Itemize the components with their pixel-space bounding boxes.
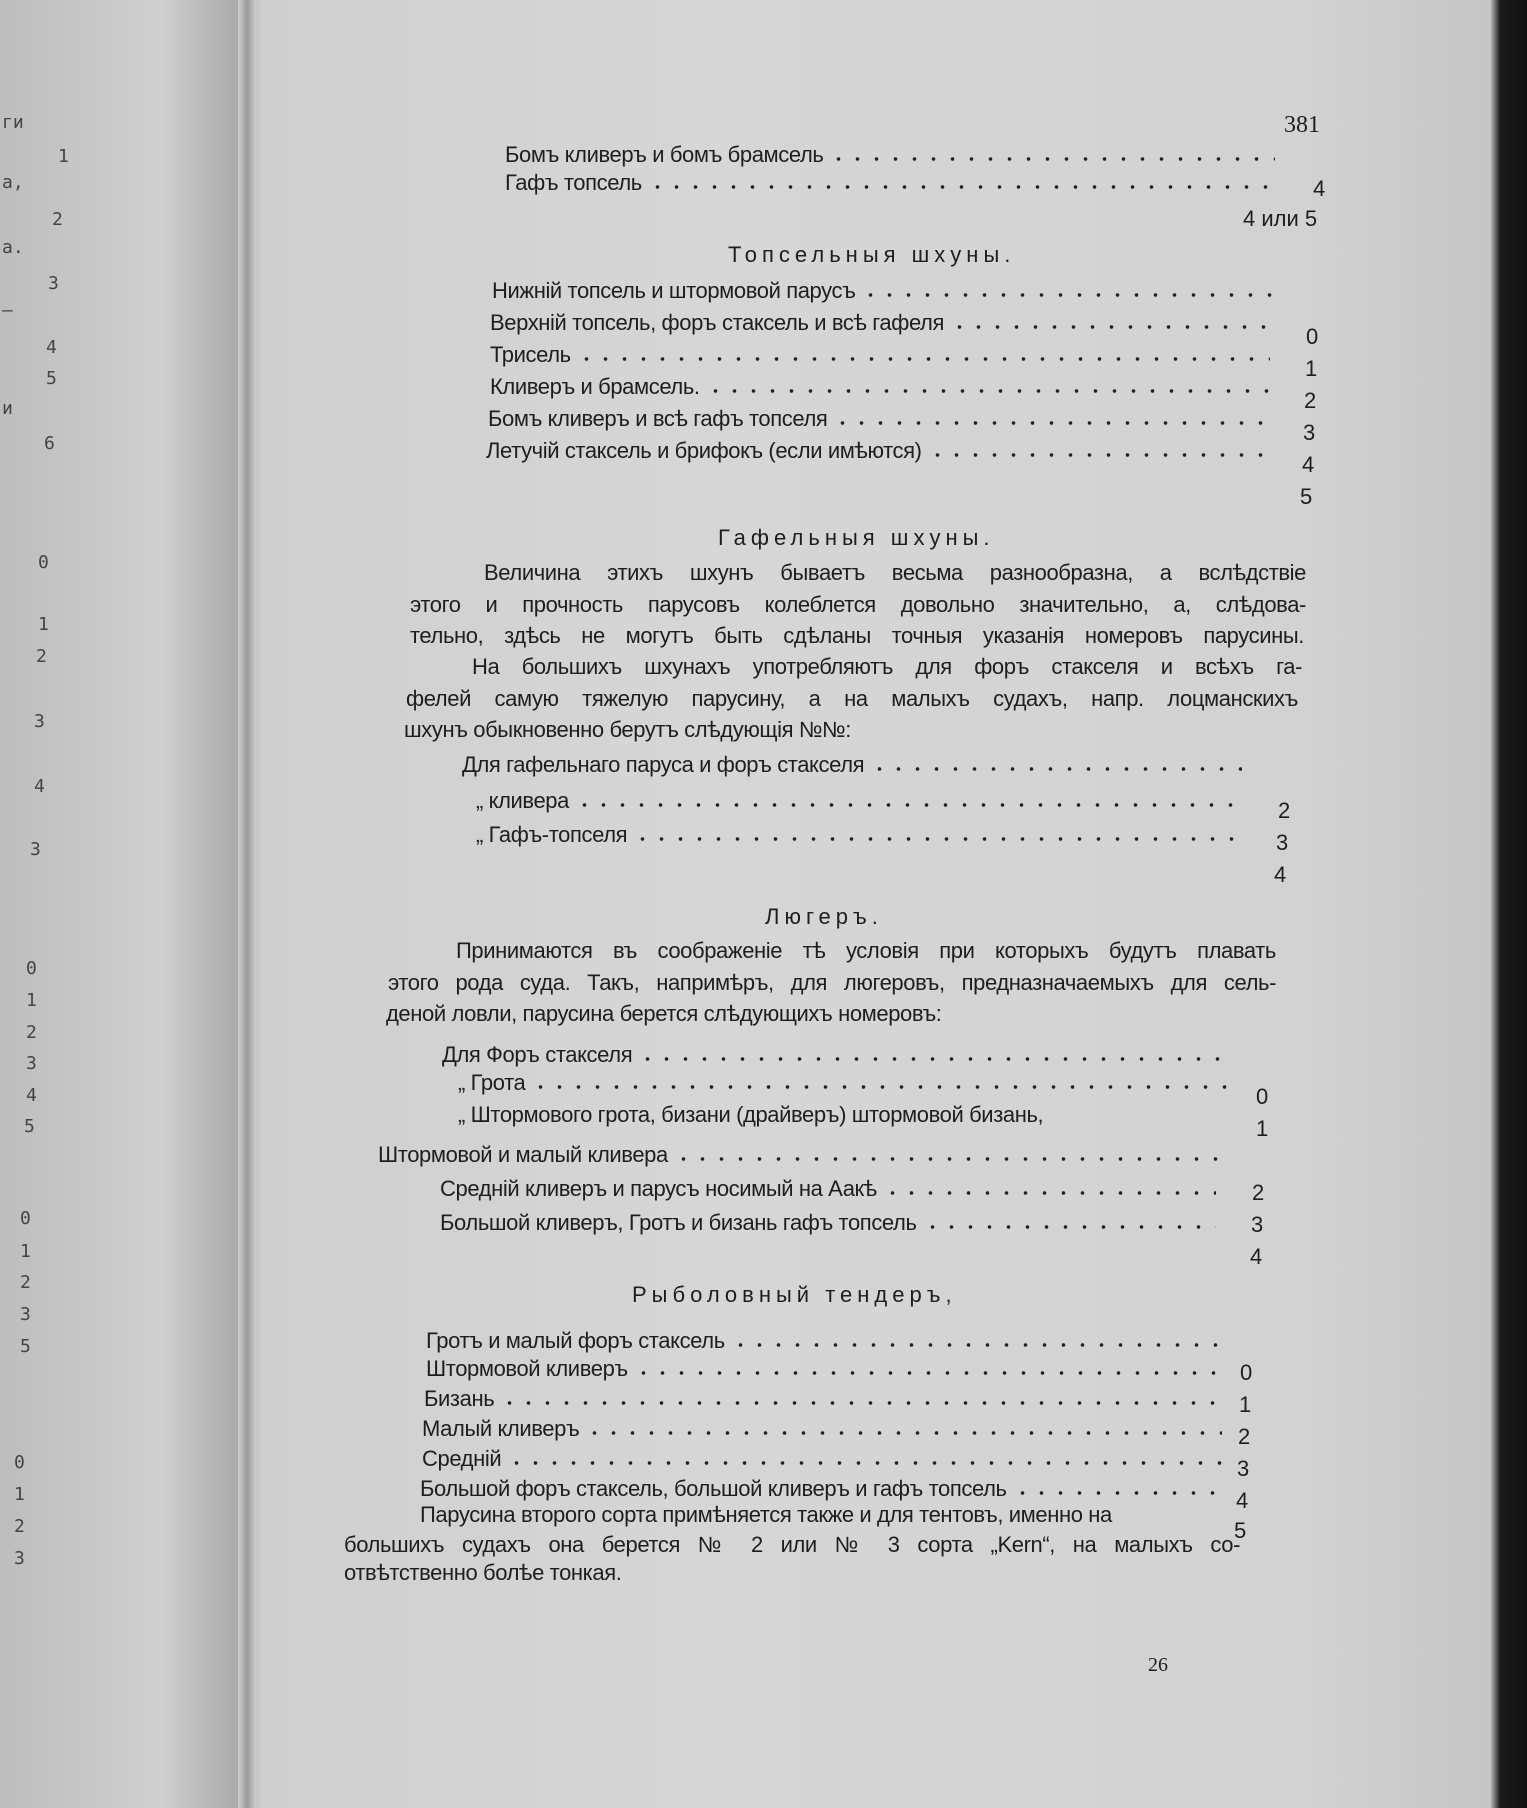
- dot-leader: [829, 156, 1275, 162]
- dot-leader: [577, 356, 1270, 362]
- item-label: Нижній топсель и штормовой парусъ: [492, 278, 856, 303]
- item-number: 4: [1274, 862, 1287, 887]
- dot-leader: [531, 1084, 1228, 1090]
- dot-leader: [928, 452, 1266, 458]
- item-label: „ кливера: [476, 788, 569, 813]
- item-number: 4: [1236, 1488, 1249, 1513]
- paragraph-line: этого и прочность парусовъ колеблется довольно значительно, а, слѣдова-: [410, 592, 1306, 617]
- item-number: 2: [1238, 1424, 1251, 1449]
- dot-leader: [861, 292, 1272, 298]
- list-item: [426, 1328, 1226, 1354]
- list-item: [462, 752, 1242, 778]
- item-label: Трисель: [490, 342, 571, 367]
- list-item: [424, 1386, 1224, 1412]
- list-item: [490, 310, 1270, 336]
- paragraph-line: Парусина второго сорта примѣняется также и для тентовъ, именно на: [420, 1502, 1112, 1527]
- item-label: Бомъ кливеръ и бомъ брамсель: [505, 142, 824, 167]
- left-number: 1: [38, 614, 49, 635]
- left-number: 6: [44, 433, 55, 454]
- list-item: [476, 788, 1242, 814]
- item-number: 2: [1278, 798, 1291, 823]
- left-number: 5: [24, 1116, 35, 1137]
- item-number: 0: [1306, 324, 1319, 349]
- dot-leader: [833, 420, 1268, 426]
- left-number: 5: [46, 368, 57, 389]
- left-number: 0: [38, 552, 49, 573]
- item-label: „ Штормового грота, бизани (драйверъ) штормовой бизань,: [458, 1102, 1044, 1127]
- paragraph-line: фелей самую тяжелую парусину, а на малыхъ судахъ, напр. лоцманскихъ: [406, 686, 1298, 711]
- item-label: Средній кливеръ и парусъ носимый на Аакѣ: [440, 1176, 877, 1201]
- dot-leader: [706, 388, 1270, 394]
- item-label: Летучій стаксель и брифокъ (если имѣются): [486, 438, 922, 463]
- item-number: 5: [1300, 484, 1313, 509]
- dot-leader: [1013, 1490, 1220, 1496]
- item-number: 2: [1252, 1180, 1265, 1205]
- dot-leader: [575, 802, 1242, 808]
- left-number: 4: [46, 337, 57, 358]
- left-number: 1: [26, 990, 37, 1011]
- list-item: [458, 1102, 1228, 1128]
- paragraph-line: Величина этихъ шхунъ бываетъ весьма разнообразна, а вслѣдствіе: [484, 560, 1306, 585]
- list-item: [440, 1210, 1216, 1236]
- list-item: [378, 1142, 1218, 1168]
- dot-leader: [674, 1156, 1218, 1162]
- item-label: Бомъ кливеръ и всѣ гафъ топселя: [488, 406, 828, 431]
- left-number: 4: [34, 776, 45, 797]
- left-number: 2: [26, 1022, 37, 1043]
- paragraph-line: деной ловли, парусина берется слѣдующихъ номеровъ:: [386, 1001, 942, 1026]
- item-label: Для Форъ стакселя: [442, 1042, 633, 1067]
- left-number: 0: [20, 1208, 31, 1229]
- paragraph-line: шхунъ обыкновенно берутъ слѣдующія №№:: [404, 717, 851, 742]
- left-number: 2: [14, 1516, 25, 1537]
- list-item: [476, 822, 1242, 848]
- paragraph-line: Принимаются въ соображеніе тѣ условія при которыхъ будутъ плавать: [456, 938, 1276, 963]
- left-number: 3: [20, 1304, 31, 1325]
- dot-leader: [950, 324, 1270, 330]
- list-item: [426, 1356, 1226, 1382]
- item-number: 4: [1313, 176, 1326, 201]
- list-item: [505, 142, 1275, 168]
- left-number: 2: [20, 1272, 31, 1293]
- left-number: 1: [58, 146, 69, 167]
- paragraph-line: большихъ судахъ она берется № 2 или № 3 сорта „Kern“, на малыхъ со-: [344, 1532, 1240, 1557]
- list-item: [458, 1070, 1228, 1096]
- item-label: Большой кливеръ, Гротъ и бизань гафъ топсель: [440, 1210, 917, 1235]
- paragraph-line: На большихъ шхунахъ употребляютъ для форъ стакселя и всѣхъ га-: [472, 654, 1302, 679]
- dot-leader: [634, 1370, 1226, 1376]
- item-label: Штормовой и малый кливера: [378, 1142, 668, 1167]
- left-number: 3: [14, 1548, 25, 1569]
- dot-leader: [870, 766, 1242, 772]
- left-number: 3: [48, 273, 59, 294]
- left-fragment: ги: [2, 112, 24, 133]
- item-number: 3: [1303, 420, 1316, 445]
- left-number: 3: [26, 1053, 37, 1074]
- paragraph-line: тельно, здѣсь не могутъ быть сдѣланы точныя указанія номеровъ парусины.: [410, 623, 1304, 648]
- left-number: 1: [14, 1484, 25, 1505]
- dot-leader: [507, 1460, 1222, 1466]
- dot-leader: [585, 1430, 1222, 1436]
- list-item: [490, 342, 1270, 368]
- dot-leader: [883, 1190, 1216, 1196]
- left-number: 2: [36, 646, 47, 667]
- item-label: Малый кливеръ: [422, 1416, 580, 1441]
- dot-leader: [500, 1400, 1224, 1406]
- dot-leader: [633, 836, 1242, 842]
- left-fragment: –: [2, 300, 13, 321]
- item-number: 0: [1240, 1360, 1253, 1385]
- item-label: „ Грота: [458, 1070, 526, 1095]
- dot-leader: [731, 1342, 1226, 1348]
- list-item: [486, 438, 1266, 464]
- item-label: Гафъ топсель: [505, 170, 642, 195]
- left-number: 3: [30, 839, 41, 860]
- list-item: [422, 1446, 1222, 1472]
- left-number: 3: [34, 711, 45, 732]
- item-label: Кливеръ и брамсель.: [490, 374, 700, 399]
- page-number-bottom: 26: [1148, 1654, 1168, 1676]
- item-number: 1: [1256, 1116, 1269, 1141]
- section-heading: Гафельныя шхуны.: [718, 525, 995, 550]
- item-number: 5: [1234, 1518, 1247, 1543]
- list-item: [492, 278, 1272, 304]
- list-item: [422, 1416, 1222, 1442]
- item-label: Гротъ и малый форъ стаксель: [426, 1328, 725, 1353]
- left-number: 2: [52, 209, 63, 230]
- item-number: 3: [1237, 1456, 1250, 1481]
- section-heading: Топсельныя шхуны.: [728, 242, 1016, 267]
- item-number: 2: [1304, 388, 1317, 413]
- item-label: Для гафельнаго паруса и форъ стакселя: [462, 752, 865, 777]
- item-label: Большой форъ стаксель, большой кливеръ и гафъ топсель: [420, 1476, 1007, 1501]
- section-heading: Рыболовный тендеръ,: [632, 1282, 957, 1307]
- left-number: 0: [26, 958, 37, 979]
- book-fold: [238, 0, 256, 1808]
- left-fragment: а,: [2, 172, 24, 193]
- item-label: Штормовой кливеръ: [426, 1356, 628, 1381]
- list-item: [420, 1476, 1220, 1502]
- item-number: 1: [1305, 356, 1318, 381]
- item-number: 3: [1251, 1212, 1264, 1237]
- page-number-top: 381: [1284, 112, 1320, 138]
- list-item: [440, 1176, 1216, 1202]
- paragraph-line: отвѣтственно болѣе тонкая.: [344, 1560, 622, 1585]
- left-number: 1: [20, 1241, 31, 1262]
- left-number: 5: [20, 1336, 31, 1357]
- list-item: [505, 170, 1275, 196]
- dot-leader: [648, 184, 1275, 190]
- item-number: 1: [1239, 1392, 1252, 1417]
- item-number: 4: [1250, 1244, 1263, 1269]
- list-item: [442, 1042, 1222, 1068]
- dot-leader: [923, 1224, 1216, 1230]
- item-label: „ Гафъ-топселя: [476, 822, 628, 847]
- item-number: 3: [1276, 830, 1289, 855]
- list-item: [490, 374, 1270, 400]
- left-fragment: и: [2, 398, 13, 419]
- left-fragment: а.: [2, 237, 24, 258]
- left-number: 0: [14, 1452, 25, 1473]
- item-label: Средній: [422, 1446, 502, 1471]
- paragraph-line: этого рода суда. Такъ, напримѣръ, для люгеровъ, предназначаемыхъ для сель-: [388, 970, 1276, 995]
- list-item: [488, 406, 1268, 432]
- item-number: 0: [1256, 1084, 1269, 1109]
- item-number: 4 или 5: [1243, 206, 1318, 231]
- section-heading: Люгеръ.: [765, 904, 883, 929]
- item-label: Верхній топсель, форъ стаксель и всѣ гафеля: [490, 310, 944, 335]
- item-number: 4: [1302, 452, 1315, 477]
- left-number: 4: [26, 1085, 37, 1106]
- dot-leader: [638, 1056, 1222, 1062]
- item-label: Бизань: [424, 1386, 495, 1411]
